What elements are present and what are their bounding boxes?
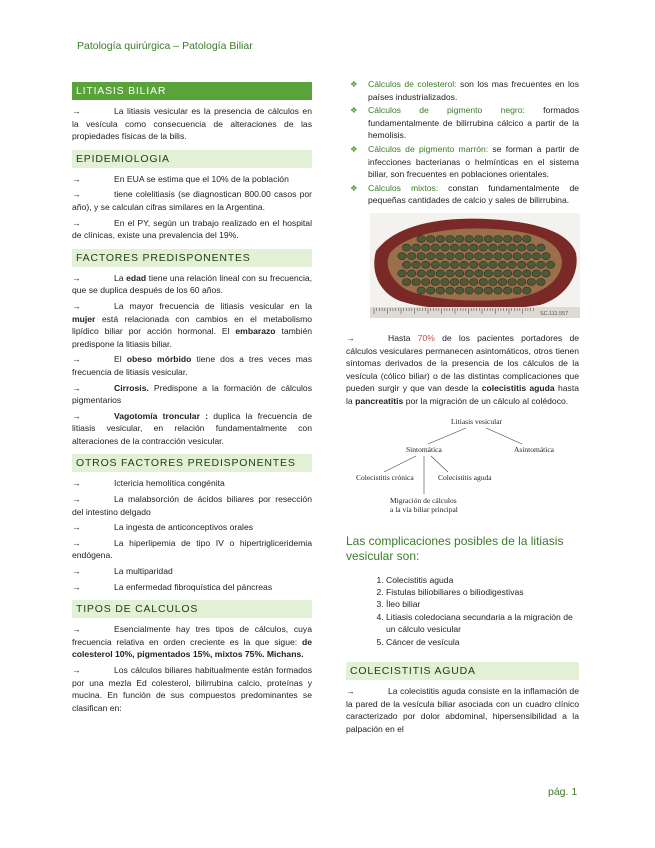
stone-shape xyxy=(542,270,550,277)
stone-shape xyxy=(417,270,425,277)
arrow-icon: → xyxy=(346,332,355,343)
otros-factores-item: → Ictericia hemolítica congénita xyxy=(72,478,225,489)
stone-shape xyxy=(441,244,449,251)
page-header: Patología quirúrgica – Patología Biliar xyxy=(77,40,253,52)
stone-shape xyxy=(402,278,410,285)
stone-shape xyxy=(417,287,425,294)
factores-paragraph-5: → Vagotomía troncular : duplica la frecuencia de litiasis vesicular, en relación fundamentalmente con alteraciones de la contracción vesicular. xyxy=(72,410,312,446)
calculo-type-item: ❖ Cálculos de pigmento marrón: se forman a partir de infecciones bacterianas o helmínticas en el sistema biliar, son frecuentes en poblaciones orientales. xyxy=(350,143,580,180)
stone-shape xyxy=(537,261,545,268)
calculo-type-item: ❖ Cálculos de pigmento negro: formados fundamentalmente de bilirrubina cálcico a partir de la hemolisis. xyxy=(350,105,579,141)
diagram-cronica: Colecistitis crónica xyxy=(356,472,414,482)
stone-shape xyxy=(503,287,511,294)
arrow-icon: → xyxy=(72,382,81,393)
stone-shape xyxy=(431,244,439,251)
section-title-epidemiologia: EPIDEMIOLOGIA xyxy=(72,150,312,168)
stone-shape xyxy=(513,253,521,260)
stone-shape xyxy=(518,261,526,268)
section-title-otros-factores: OTROS FACTORES PREDISPONENTES xyxy=(72,454,312,472)
stone-shape xyxy=(436,270,444,277)
section-title-factores: FACTORES PREDISPONENTES xyxy=(72,249,312,267)
stone-shape xyxy=(542,253,550,260)
stone-shape xyxy=(503,270,511,277)
arrow-icon: → xyxy=(72,173,81,184)
stone-shape xyxy=(417,235,425,242)
calculo-type-item: ❖ Cálculos de colesterol: son los mas frecuentes en los países industrializados. xyxy=(350,79,580,102)
stone-shape xyxy=(527,261,535,268)
litiasis-diagram xyxy=(346,412,579,522)
stone-shape xyxy=(450,244,458,251)
stone-shape xyxy=(537,244,545,251)
complicacion-item: 4. Litiasis coledociana secundaria a la migración de un cálculo vesicular xyxy=(386,611,579,636)
stone-shape xyxy=(455,235,463,242)
stone-shape xyxy=(422,278,430,285)
right-column xyxy=(346,78,579,738)
stone-shape xyxy=(484,287,492,294)
stone-shape xyxy=(494,235,502,242)
otros-factores-item: → La ingesta de anticonceptivos orales xyxy=(72,522,254,533)
stone-shape xyxy=(523,253,531,260)
stone-shape xyxy=(475,253,483,260)
page-number: pág. 1 xyxy=(548,786,578,798)
calculos-list xyxy=(346,78,579,207)
arrow-icon: → xyxy=(72,522,81,533)
ruler-label: SC.111.557 xyxy=(540,310,569,317)
stone-shape xyxy=(422,244,430,251)
stone-shape xyxy=(455,287,463,294)
factores-paragraph-3: → El obeso mórbido tiene dos a tres veces mas frecuencia de litiasis vesicular. xyxy=(72,354,312,377)
stone-shape xyxy=(508,278,516,285)
complicacion-item: 5. Cáncer de vesícula xyxy=(386,636,579,648)
epidemiologia-paragraph-3: → En el PY, según un trabajo realizado en el hospital de clínicas, existe una prevalencia del 19%. xyxy=(72,217,312,241)
epidemiologia-paragraph-1: → En EUA se estima que el 10% de la población xyxy=(72,173,289,184)
stone-shape xyxy=(523,235,531,242)
diagram-root: Litiasis vesicular xyxy=(451,416,503,426)
diagram-migracion-2: a la vía biliar principal xyxy=(390,504,458,514)
stone-shape xyxy=(532,253,540,260)
stone-shape xyxy=(494,270,502,277)
stone-shape xyxy=(475,287,483,294)
stone-shape xyxy=(513,270,521,277)
stone-shape xyxy=(508,244,516,251)
stone-shape xyxy=(494,287,502,294)
diagram-migracion-1: Migración de cálculos xyxy=(390,495,457,505)
epidemiologia-paragraph-2: → tiene colelitiasis (se diagnostican 800.00 casos por año), y se calculan cifras similares en la Argentina. xyxy=(72,189,312,212)
diamond-bullet-icon: ❖ xyxy=(350,143,358,154)
stone-shape xyxy=(436,253,444,260)
stone-shape xyxy=(427,253,435,260)
stone-shape xyxy=(518,278,526,285)
stone-shape xyxy=(513,235,521,242)
stone-shape xyxy=(513,287,521,294)
diagram-aguda: Colecistitis aguda xyxy=(438,472,492,482)
arrow-icon: → xyxy=(72,300,81,311)
stone-shape xyxy=(450,261,458,268)
section-title-tipos: TIPOS DE CALCULOS xyxy=(72,600,312,618)
complicacion-item: 1. Colecistitis aguda xyxy=(386,574,579,586)
stone-shape xyxy=(422,261,430,268)
complicacion-item: 3. Íleo biliar xyxy=(386,598,579,610)
complicaciones-list xyxy=(346,574,579,648)
otros-factores-list xyxy=(72,477,312,593)
arrow-icon: → xyxy=(72,354,81,365)
stone-shape xyxy=(460,244,468,251)
stone-shape xyxy=(465,287,473,294)
stone-shape xyxy=(489,261,497,268)
stone-shape xyxy=(441,261,449,268)
arrow-icon: → xyxy=(72,189,81,200)
complicacion-item: 2. Fistulas biliobiliares o biliodigestivas xyxy=(386,586,579,598)
stone-shape xyxy=(470,261,478,268)
stone-shape xyxy=(446,270,454,277)
stone-shape xyxy=(503,253,511,260)
stone-shape xyxy=(412,261,420,268)
stone-shape xyxy=(427,287,435,294)
stone-shape xyxy=(455,253,463,260)
stone-shape xyxy=(446,287,454,294)
diamond-bullet-icon: ❖ xyxy=(350,105,358,116)
complicaciones-title: Las complicaciones posibles de la litiasis vesicular son: xyxy=(346,533,564,563)
stone-shape xyxy=(465,270,473,277)
calculo-type-item: ❖ Cálculos mixtos: constan fundamentalmente de pequeñas cantidades de calcio y sales de bilirrubina. xyxy=(350,182,579,206)
factores-paragraph-2: → La mayor frecuencia de litiasis vesicular en la mujer está relacionada con cambios en el metabolismo lipídico biliar por acción hormonal. El embarazo también predispone la litiasis biliar. xyxy=(72,300,313,349)
stone-shape xyxy=(431,261,439,268)
stone-shape xyxy=(455,270,463,277)
arrow-icon: → xyxy=(72,410,81,421)
stone-shape xyxy=(518,244,526,251)
stone-shape xyxy=(398,253,406,260)
stone-shape xyxy=(417,253,425,260)
section-title-colecistitis: COLECISTITIS AGUDA xyxy=(346,662,579,680)
arrow-icon: → xyxy=(346,685,355,696)
diagram-asintomatica: Asintomática xyxy=(514,444,554,454)
stone-shape xyxy=(484,235,492,242)
stone-shape xyxy=(508,261,516,268)
stone-shape xyxy=(431,278,439,285)
stone-shape xyxy=(503,235,511,242)
stone-shape xyxy=(527,278,535,285)
stone-shape xyxy=(470,244,478,251)
left-column xyxy=(72,82,312,717)
tipos-paragraph-2: → Los cálculos biliares habitualmente están formados por una mezla Ed colesterol, bilirrubina calcio, proteínas y mucina. En función de sus compuestos predominantes se clasifican en: xyxy=(72,665,312,713)
stone-shape xyxy=(527,244,535,251)
diamond-bullet-icon: ❖ xyxy=(350,182,358,193)
stone-shape xyxy=(436,235,444,242)
stone-shape xyxy=(407,270,415,277)
stone-shape xyxy=(446,235,454,242)
gallbladder-image xyxy=(370,213,580,318)
diagram-sintomatica: Sintomática xyxy=(406,444,442,454)
arrow-icon: → xyxy=(72,665,81,675)
stone-shape xyxy=(479,261,487,268)
stone-shape xyxy=(450,278,458,285)
stone-shape xyxy=(498,261,506,268)
stone-shape xyxy=(484,270,492,277)
stone-shape xyxy=(523,287,531,294)
stone-shape xyxy=(484,253,492,260)
arrow-icon: → xyxy=(72,106,81,116)
stone-shape xyxy=(427,235,435,242)
gallbladder-stones-photo xyxy=(370,213,580,318)
stone-shape xyxy=(498,244,506,251)
stone-shape xyxy=(465,235,473,242)
stone-shape xyxy=(460,278,468,285)
litiasis-paragraph: → La litiasis vesicular es la presencia de cálculos en la vesícula como consecuencia de alteraciones de las propiedades físicas de la bilis. xyxy=(72,106,312,142)
stone-shape xyxy=(407,253,415,260)
arrow-icon: → xyxy=(72,581,81,592)
otros-factores-item: → La hiperlipemia de tipo IV o hipertrigliceridemia endógena. xyxy=(72,537,312,561)
stone-shape xyxy=(441,278,449,285)
stone-shape xyxy=(398,270,406,277)
arrow-icon: → xyxy=(72,272,81,283)
stone-shape xyxy=(546,261,554,268)
otros-factores-item: → La enfermedad fibroquística del páncreas xyxy=(72,581,273,592)
stone-shape xyxy=(460,261,468,268)
colecistitis-paragraph: → La colecistitis aguda consiste en la inflamación de la pared de la vesícula biliar asociada con un cuadro clínico caracterizado por dolor abdominal, hipersensibilidad a la palpación en el xyxy=(346,685,579,734)
factores-paragraph-1: → La edad tiene una relación lineal con su frecuencia, que se duplica después de los 60 años. xyxy=(72,272,313,296)
arrow-icon: → xyxy=(72,478,81,489)
otros-factores-item: → La malabsorción de ácidos biliares por resección del intestino delgado xyxy=(72,494,312,517)
factores-paragraph-4: → Cirrosis. Predispone a la formación de cálculos pigmentarios xyxy=(72,382,312,406)
section-title-litiasis: LITIASIS BILIAR xyxy=(72,82,312,100)
stone-shape xyxy=(465,253,473,260)
arrow-icon: → xyxy=(72,494,81,505)
stone-shape xyxy=(523,270,531,277)
stone-shape xyxy=(470,278,478,285)
asintomaticos-paragraph: → Hasta 70% de los pacientes portadores de cálculos vesiculares permanecen asintomáticos, otros tienen síntomas derivados de la presencia de los cálculos de la vesícula (cólico biliar) o de las distintas complicaciones que pueden surgir y que van desde la colecistitis aguda hasta la pancreatitis por la migración de un cálculo al colédoco. xyxy=(346,332,580,406)
diamond-bullet-icon: ❖ xyxy=(350,79,358,89)
stone-shape xyxy=(436,287,444,294)
stone-shape xyxy=(479,244,487,251)
stone-shape xyxy=(489,278,497,285)
otros-factores-item: → La multiparidad xyxy=(72,566,173,577)
stone-shape xyxy=(412,244,420,251)
stone-shape xyxy=(427,270,435,277)
stone-shape xyxy=(446,253,454,260)
stone-shape xyxy=(402,244,410,251)
tipos-paragraph-1: → Esencialmente hay tres tipos de cálculos, cuya frecuencia relativa en orden creciente es la que sigue: de colesterol 10%, pigmentados 15%, mixtos 75%. Michans. xyxy=(72,624,312,660)
stone-shape xyxy=(475,235,483,242)
stone-shape xyxy=(498,278,506,285)
arrow-icon: → xyxy=(72,217,81,228)
arrow-icon: → xyxy=(72,624,81,635)
stone-shape xyxy=(489,244,497,251)
stone-shape xyxy=(475,270,483,277)
stone-shape xyxy=(402,261,410,268)
stone-shape xyxy=(537,278,545,285)
stone-shape xyxy=(412,278,420,285)
arrow-icon: → xyxy=(72,537,81,548)
stone-shape xyxy=(494,253,502,260)
arrow-icon: → xyxy=(72,566,81,577)
stone-shape xyxy=(479,278,487,285)
stone-shape xyxy=(532,270,540,277)
